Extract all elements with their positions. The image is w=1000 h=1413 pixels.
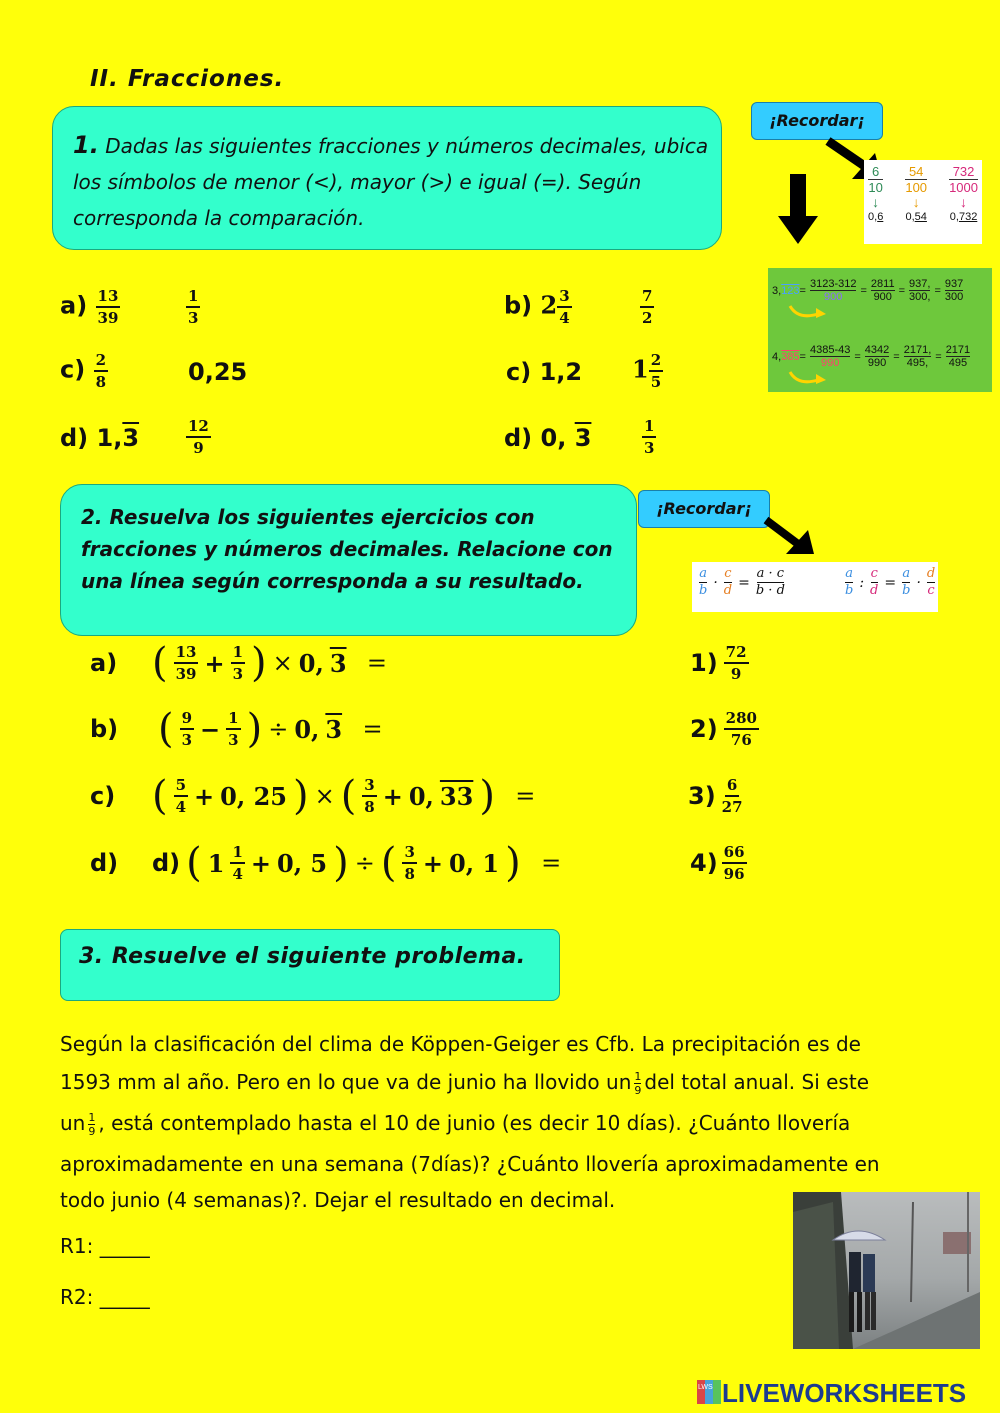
q2-result-3: 3) $\frac{6}{27}$ — [688, 776, 743, 816]
decimal-value: 0,732 — [949, 211, 978, 223]
fraction-54-100 — [905, 164, 927, 225]
down-arrow-icon: ↓ — [872, 194, 880, 210]
denominator: 100 — [905, 180, 928, 195]
equals-sign: = — [898, 284, 906, 297]
operator: : — [859, 574, 865, 591]
problem-line-1: Según la clasificación del clima de Köppen-Geiger es Cfb. La precipitación es de — [60, 1032, 861, 1056]
svg-text:LWS: LWS — [698, 1384, 713, 1391]
answer-1[interactable]: R1: _____ — [60, 1234, 150, 1258]
fraction: $\frac{c}{d}$ — [723, 566, 733, 598]
arrow-diagonal-icon — [760, 514, 820, 560]
q2-result-1: 1) $\frac{72}{9}$ — [690, 643, 747, 683]
q2-result-2: 2) $\frac{280}{76}$ — [690, 709, 757, 749]
fraction: $\frac{7}{2}$ — [642, 287, 653, 327]
fraction: $\frac{12}{9}$ — [188, 417, 209, 457]
q1-item-c1-right: 0,25 — [188, 358, 248, 386]
answer-2[interactable]: R2: _____ — [60, 1285, 150, 1309]
periodic-example-2 — [772, 344, 970, 369]
periodic-lead: 4,385= — [772, 350, 806, 363]
periodic-fraction: $\frac{937}{300}$ — [944, 278, 964, 303]
numerator: 732 — [952, 164, 975, 179]
q1-item-d1: d) 1,3 — [60, 424, 140, 452]
numerator: 6 — [872, 164, 880, 179]
periodic-lead: 3,123= — [772, 284, 806, 297]
curved-arrow-icon — [788, 368, 828, 388]
periodic-decimal-card — [768, 268, 992, 392]
division-rule — [842, 566, 938, 599]
fraction-732-1000 — [949, 164, 978, 225]
periodic-fraction: $\frac{4342}{990}$ — [864, 344, 890, 369]
q1-item-a-right — [186, 286, 200, 328]
fraction: $\frac{2}{5}$ — [650, 351, 662, 391]
periodic-fraction: $\frac{3123-312}{900}$ — [809, 278, 857, 303]
arrow-down-icon — [778, 174, 818, 246]
rain-street-photo — [793, 1192, 980, 1349]
question-1-box — [52, 106, 722, 250]
equals-sign: = — [934, 284, 941, 297]
operator: · — [713, 574, 718, 591]
problem-line-5: todo junio (4 semanas)?. Dejar el resultado en decimal. — [60, 1188, 616, 1212]
question-3-title: 3. Resuelve el siguiente problema. — [79, 944, 526, 969]
question-3-box — [60, 929, 560, 1001]
curved-arrow-icon — [788, 302, 828, 322]
q1-item-b: b) 2 $\frac{3}{4}$ — [504, 287, 570, 327]
down-arrow-icon: ↓ — [912, 194, 920, 210]
fraction: $\frac{a}{b}$ — [902, 566, 911, 598]
decimal-value: 0,6 — [868, 211, 884, 223]
problem-line-4: aproximadamente en una semana (7días)? ¿Cuánto llovería aproximadamente en — [60, 1152, 880, 1176]
equals-sign: = — [738, 574, 750, 591]
remember-badge-2: ¡Recordar¡ — [638, 490, 770, 528]
fraction-6-10 — [868, 164, 883, 225]
fraction: $\frac{1}{9}$ — [634, 1070, 642, 1097]
q1-item-c2: c) 1,2 — [506, 358, 583, 386]
decimal-fractions-card — [864, 160, 982, 244]
logo-icon-graphic — [697, 1380, 721, 1404]
periodic-fraction: $\frac{2171,}{495,}$ — [903, 344, 932, 369]
q2-exercise-a: a) ( $\frac{13}{39}$ + $\frac{1}{3}$ ) × 0, 3 = — [90, 640, 387, 686]
liveworksheets-logo-icon — [697, 1380, 721, 1404]
down-arrow-icon: ↓ — [960, 194, 968, 210]
operations-card — [692, 562, 938, 612]
periodic-fraction: $\frac{2811}{900}$ — [870, 278, 895, 303]
operator: · — [916, 574, 921, 591]
fraction: $\frac{1}{3}$ — [188, 287, 199, 327]
q2-exercise-b: b) ( $\frac{9}{3}$ − $\frac{1}{3}$ ) ÷ 0, 3 = — [90, 706, 383, 752]
problem-line-3: un $\frac{1}{9}$ , está contemplado hasta el 10 de junio (es decir 10 días). ¿Cuánto llovería — [60, 1111, 851, 1138]
q2-exercise-d: d) d) ( 1 $\frac{1}{4}$ + 0, 5 ) ÷ ( $\frac{3}{8}$ + 0, 1 ) = — [90, 840, 562, 886]
q1-item-c2-right: 1 $\frac{2}{5}$ — [632, 351, 662, 391]
equals-sign: = — [884, 574, 897, 591]
periodic-example-1 — [772, 278, 963, 303]
denominator: 10 — [868, 180, 883, 195]
equals-sign: = — [860, 284, 867, 297]
denominator: 1000 — [949, 180, 978, 195]
equals-sign: = — [935, 350, 942, 363]
equals-sign: = — [854, 350, 861, 363]
question-1-instructions: Dadas las siguientes fracciones y números decimales, ubica los símbolos de menor (<), mayor (>) e igual (=). Según corresponda la comparación. — [73, 134, 709, 230]
question-2-box — [60, 484, 637, 636]
periodic-fraction: $\frac{4385-43}{990}$ — [809, 344, 851, 369]
fraction: $\frac{2}{8}$ — [95, 351, 106, 391]
q2-result-4: 4) $\frac{66}{96}$ — [690, 843, 745, 883]
section-title: II. Fracciones. — [90, 66, 285, 92]
fraction: $\frac{13}{39}$ — [97, 287, 119, 327]
q1-item-a: a) $\frac{13}{39}$ — [60, 287, 119, 327]
question-2-text: 2. Resuelva los siguientes ejercicios con fracciones y números decimales. Relacione con una línea según corresponda a su resultado. — [81, 505, 613, 593]
fraction: $\frac{3}{4}$ — [559, 287, 570, 327]
fraction: a b — [699, 566, 708, 598]
decimal-fractions-row — [868, 164, 978, 225]
fraction: $\frac{1}{3}$ — [644, 417, 655, 457]
problem-line-2: 1593 mm al año. Pero en lo que va de junio ha llovido un $\frac{1}{9}$ del total anual. Si este — [60, 1070, 869, 1097]
q1-item-d2: d) 0, 3 — [504, 424, 592, 452]
fraction: $\frac{c}{d}$ — [870, 566, 879, 598]
fraction: d c — [926, 566, 936, 598]
liveworksheets-logo[interactable]: LIVEWORKSHEETS — [722, 1378, 967, 1408]
fraction: $\frac{a \cdot c}{b \cdot d}$ — [755, 566, 785, 598]
question-1-number: 1. — [73, 131, 99, 159]
periodic-fraction: $\frac{2171}{495}$ — [945, 344, 971, 369]
multiplication-rule — [696, 566, 788, 599]
q2-exercise-c: c) ( $\frac{5}{4}$ + 0, 25 ) × ( $\frac{3}{8}$ + 0, 33 ) = — [90, 773, 536, 819]
question-1-text — [73, 127, 713, 236]
numerator: 54 — [908, 164, 924, 179]
fraction: $\frac{1}{9}$ — [88, 1111, 96, 1138]
decimal-value: 0,54 — [905, 211, 927, 223]
q1-item-c1: c) $\frac{2}{8}$ — [60, 351, 106, 391]
periodic-fraction: $\frac{937,}{300,}$ — [909, 278, 931, 303]
fraction: a b — [845, 566, 854, 598]
remember-badge-1: ¡Recordar¡ — [751, 102, 883, 140]
q1-item-b-right — [640, 286, 654, 328]
q1-item-d2-right — [642, 416, 656, 458]
q1-item-d1-right — [186, 416, 211, 458]
rain-scene-image — [793, 1192, 980, 1349]
equals-sign: = — [893, 350, 900, 363]
